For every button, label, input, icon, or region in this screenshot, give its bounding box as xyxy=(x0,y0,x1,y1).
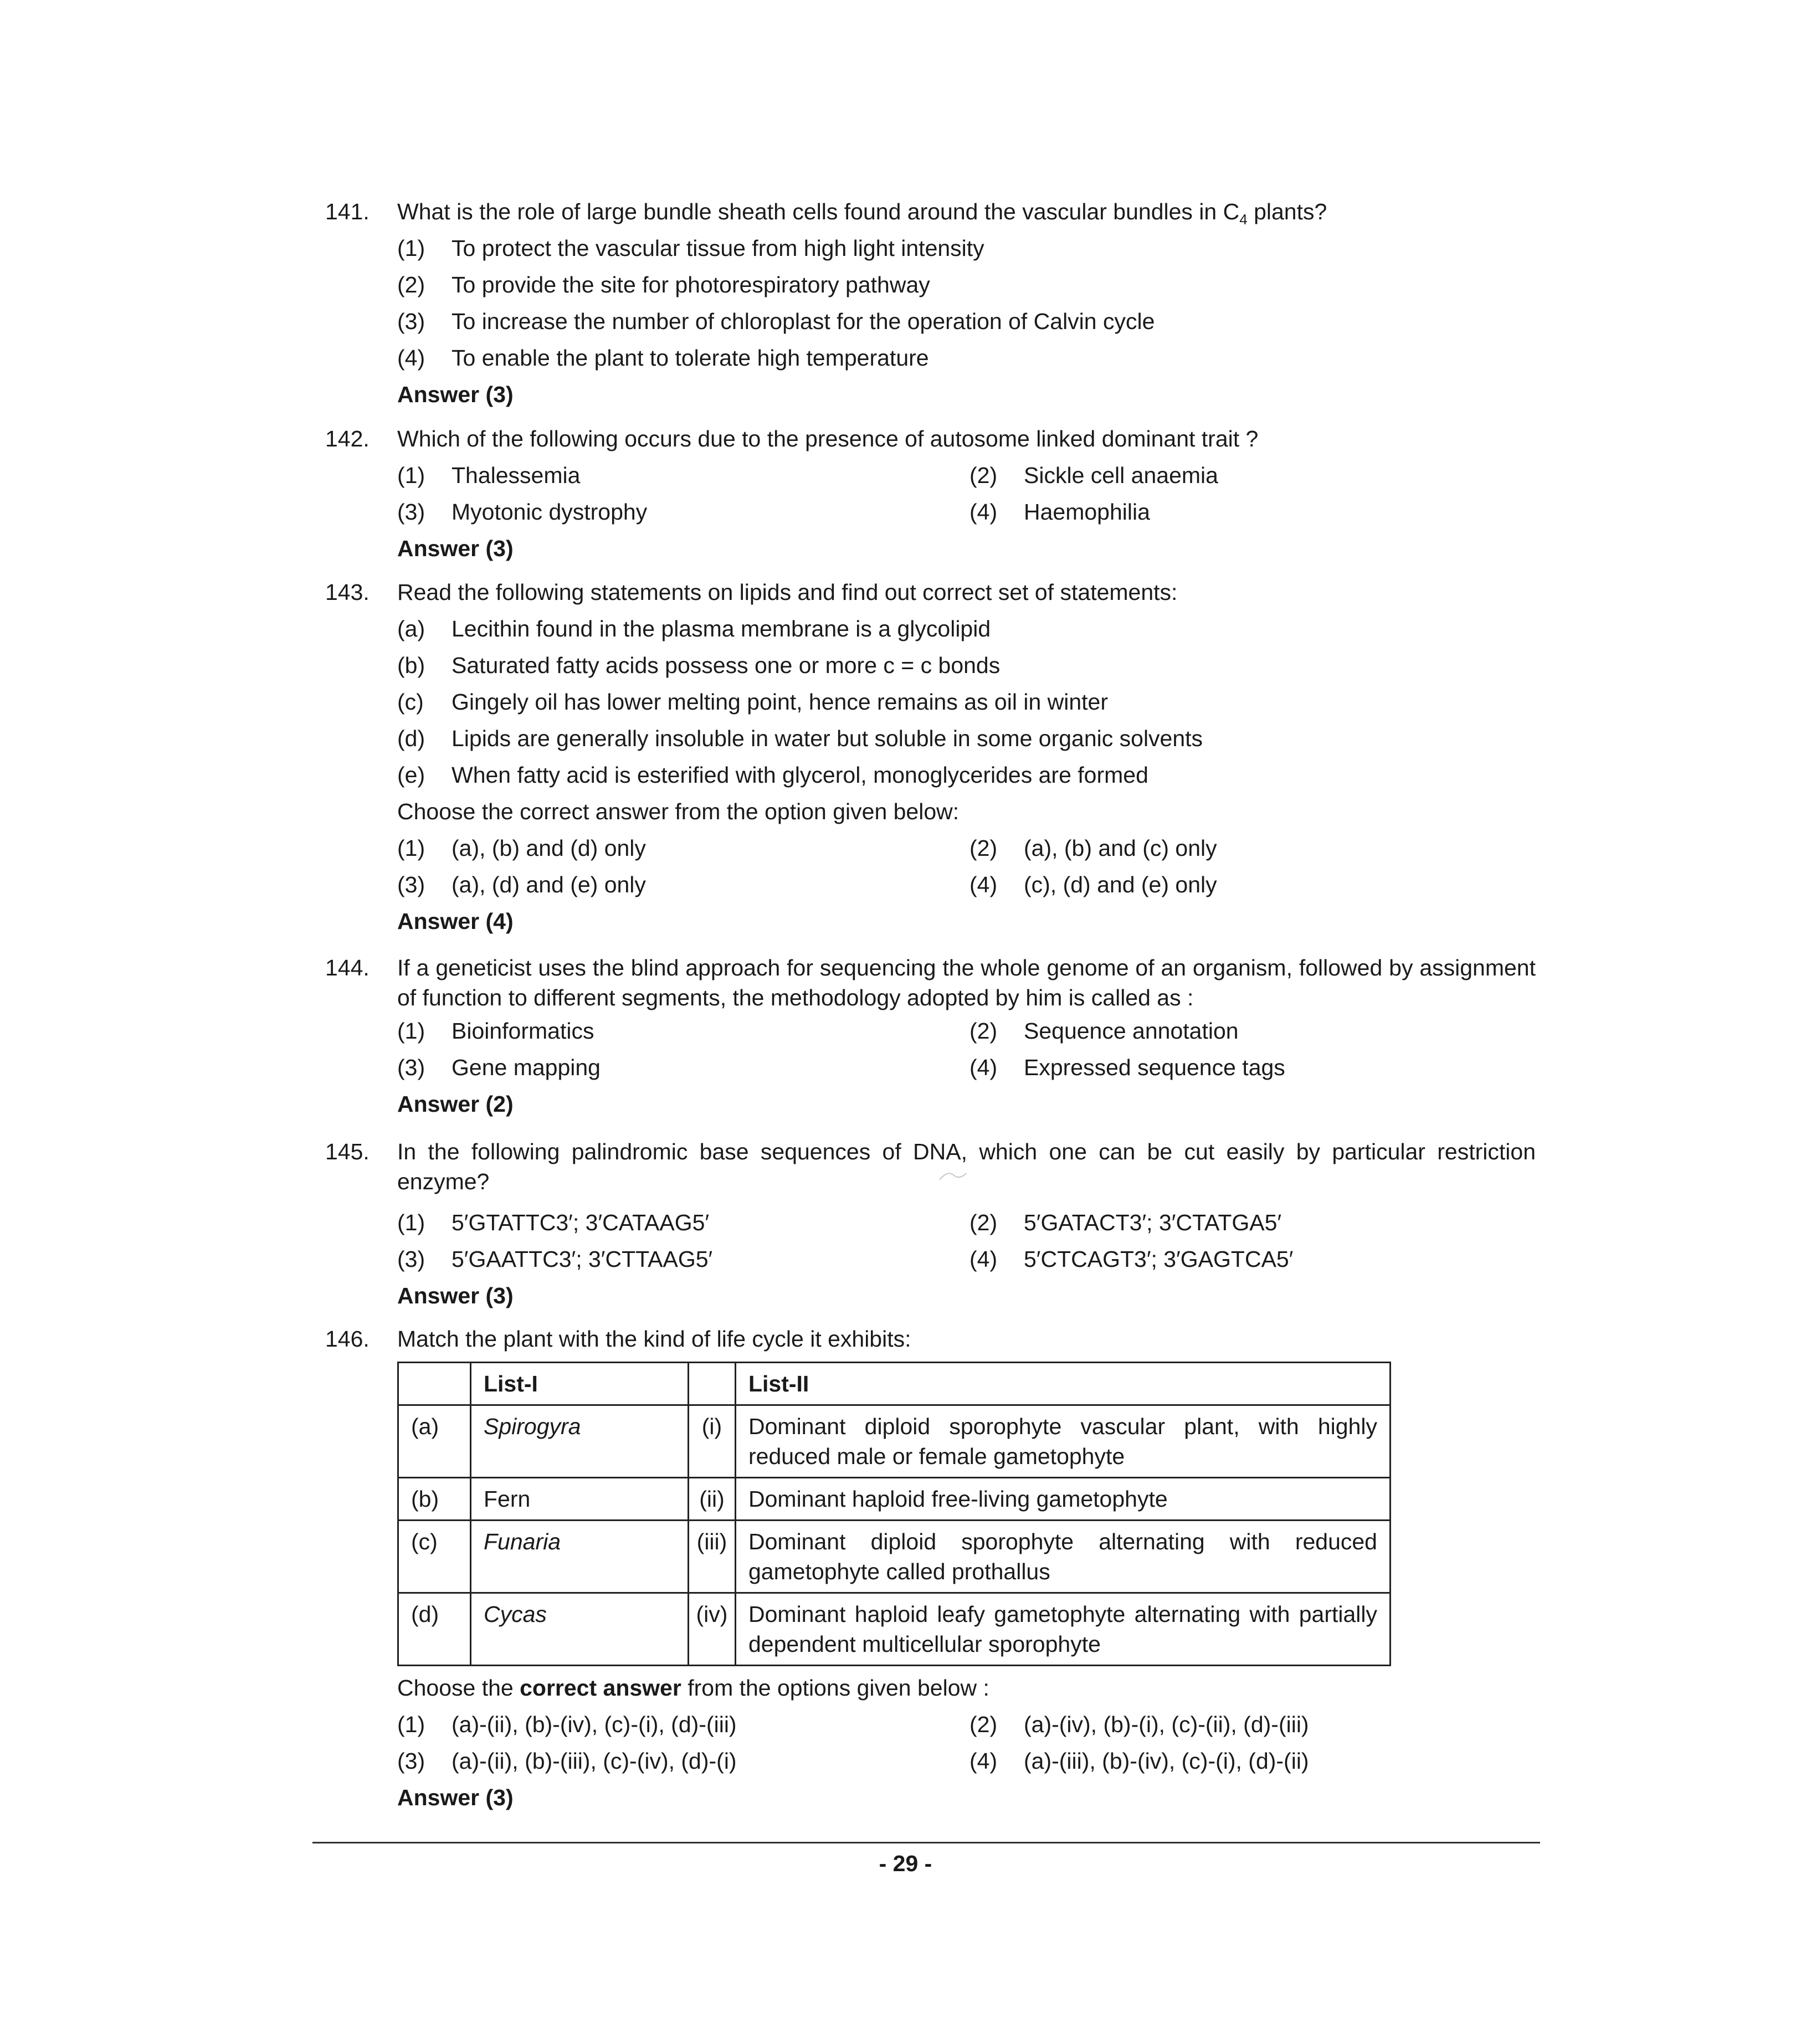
choose-instruction: Choose the correct answer from the options given below : xyxy=(397,1675,989,1701)
answer: Answer (4) xyxy=(397,908,514,934)
list-ii-header: List-II xyxy=(736,1363,1391,1405)
option-3: (3) 5′GAATTC3′; 3′CTTAAG5′ xyxy=(397,1246,713,1272)
list-ii-label: (ii) xyxy=(689,1478,736,1521)
list-i-label: (d) xyxy=(398,1593,471,1666)
option-4: (4) Expressed sequence tags xyxy=(969,1055,1285,1080)
list-ii-label: (iii) xyxy=(689,1521,736,1593)
statement-b: (b) Saturated fatty acids possess one or more c = c bonds xyxy=(397,653,1001,678)
option-4: (4) Haemophilia xyxy=(969,499,1150,525)
match-table xyxy=(397,1362,1391,1666)
answer: Answer (3) xyxy=(397,1785,514,1810)
list-i-label: (a) xyxy=(398,1405,471,1478)
list-ii-item: Dominant haploid free-living gametophyte xyxy=(736,1478,1391,1521)
question-142 xyxy=(325,420,1536,567)
list-i-item: Spirogyra xyxy=(471,1405,689,1478)
question-number: 141. xyxy=(325,199,370,224)
list-i-header: List-I xyxy=(471,1363,689,1405)
option-2: (2) (a), (b) and (c) only xyxy=(969,835,1217,861)
answer: Answer (2) xyxy=(397,1091,514,1117)
option-1: (1) To protect the vascular tissue from high light intensity xyxy=(397,235,984,261)
answer: Answer (3) xyxy=(397,536,514,561)
option-2: (2) 5′GATACT3′; 3′CTATGA5′ xyxy=(969,1210,1282,1235)
question-text: Match the plant with the kind of life cycle it exhibits: xyxy=(397,1326,911,1352)
statement-d: (d) Lipids are generally insoluble in water but soluble in some organic solvents xyxy=(397,726,1203,751)
option-3: (3) Gene mapping xyxy=(397,1055,601,1080)
question-number: 143. xyxy=(325,579,370,605)
question-text: What is the role of large bundle sheath cells found around the vascular bundles in $C_4$ plants? xyxy=(397,199,1327,228)
list-ii-item: Dominant diploid sporophyte vascular plant, with highly reduced male or female gametophyte xyxy=(736,1405,1391,1478)
option-3: (3) To increase the number of chloroplast for the operation of Calvin cycle xyxy=(397,309,1155,334)
question-141 xyxy=(325,193,1536,413)
list-i-label: (c) xyxy=(398,1521,471,1593)
list-i-item: Fern xyxy=(471,1478,689,1521)
list-i-item: Cycas xyxy=(471,1593,689,1666)
question-number: 142. xyxy=(325,426,370,451)
option-1: (1) (a), (b) and (d) only xyxy=(397,835,646,861)
option-4: (4) 5′CTCAGT3′; 3′GAGTCA5′ xyxy=(969,1246,1294,1272)
question-text: Read the following statements on lipids and find out correct set of statements: xyxy=(397,579,1178,605)
table-row xyxy=(398,1478,1391,1521)
option-4: (4) (c), (d) and (e) only xyxy=(969,872,1217,897)
option-3: (3) (a)-(ii), (b)-(iii), (c)-(iv), (d)-(i) xyxy=(397,1748,737,1774)
option-1: (1) (a)-(ii), (b)-(iv), (c)-(i), (d)-(iii) xyxy=(397,1712,737,1737)
statement-c: (c) Gingely oil has lower melting point, hence remains as oil in winter xyxy=(397,689,1109,715)
table-row xyxy=(398,1405,1391,1478)
answer: Answer (3) xyxy=(397,382,514,407)
question-text: Which of the following occurs due to the presence of autosome linked dominant trait ? xyxy=(397,426,1259,451)
footer-divider xyxy=(312,1842,1540,1843)
question-144 xyxy=(325,953,1536,1122)
option-2: (2) To provide the site for photorespiratory pathway xyxy=(397,272,930,297)
list-ii-label: (iv) xyxy=(689,1593,736,1666)
list-i-label: (b) xyxy=(398,1478,471,1521)
option-4: (4) (a)-(iii), (b)-(iv), (c)-(i), (d)-(ii) xyxy=(969,1748,1309,1774)
list-ii-item: Dominant haploid leafy gametophyte alternating with partially dependent multicellular sporophyte xyxy=(736,1593,1391,1666)
statement-a: (a) Lecithin found in the plasma membrane is a glycolipid xyxy=(397,616,991,641)
question-143 xyxy=(325,574,1536,939)
question-text: In the following palindromic base sequences of DNA, which one can be cut easily by particular restriction enzyme? xyxy=(397,1139,1536,1194)
table-row xyxy=(398,1593,1391,1666)
option-1: (1) 5′GTATTC3′; 3′CATAAG5′ xyxy=(397,1210,710,1235)
option-2: (2) (a)-(iv), (b)-(i), (c)-(ii), (d)-(iii) xyxy=(969,1712,1309,1737)
scan-mark-icon xyxy=(937,1168,971,1184)
question-number: 146. xyxy=(325,1326,370,1352)
list-ii-item: Dominant diploid sporophyte alternating with reduced gametophyte called prothallus xyxy=(736,1521,1391,1593)
option-1: (1) Bioinformatics xyxy=(397,1018,594,1044)
list-i-item: Funaria xyxy=(471,1521,689,1593)
question-number: 144. xyxy=(325,955,370,980)
page-number: - 29 - xyxy=(879,1851,932,1876)
option-1: (1) Thalessemia xyxy=(397,463,581,488)
question-145 xyxy=(325,1137,1536,1314)
option-3: (3) (a), (d) and (e) only xyxy=(397,872,646,897)
option-3: (3) Myotonic dystrophy xyxy=(397,499,648,525)
question-146 xyxy=(325,1321,1536,1816)
question-number: 145. xyxy=(325,1139,370,1164)
option-4: (4) To enable the plant to tolerate high temperature xyxy=(397,345,929,371)
table-cell xyxy=(689,1363,736,1405)
choose-instruction: Choose the correct answer from the option given below: xyxy=(397,799,960,824)
option-2: (2) Sequence annotation xyxy=(969,1018,1239,1044)
table-row xyxy=(398,1521,1391,1593)
option-2: (2) Sickle cell anaemia xyxy=(969,463,1218,488)
list-ii-label: (i) xyxy=(689,1405,736,1478)
statement-e: (e) When fatty acid is esterified with glycerol, monoglycerides are formed xyxy=(397,762,1148,788)
table-cell xyxy=(398,1363,471,1405)
question-text: If a geneticist uses the blind approach for sequencing the whole genome of an organism, followed by assignment of function to different segments, the methodology adopted by him is called as : xyxy=(397,955,1536,1010)
answer: Answer (3) xyxy=(397,1283,514,1308)
table-header-row xyxy=(398,1363,1391,1405)
